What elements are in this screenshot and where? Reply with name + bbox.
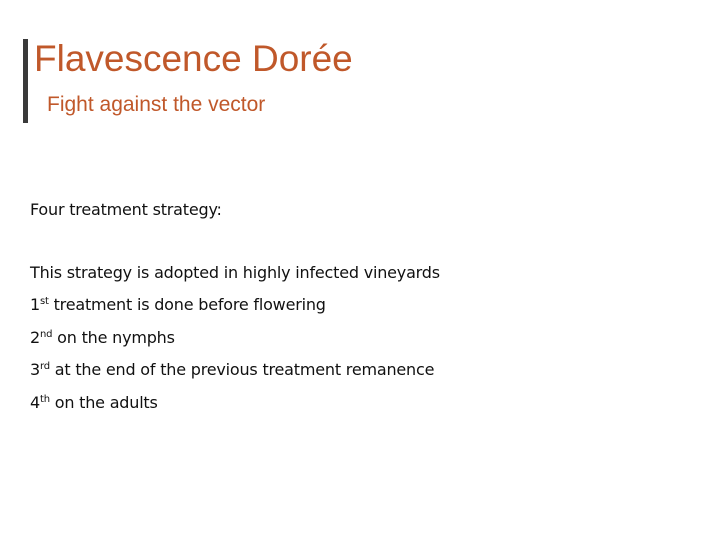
treatment-number: 4 [30,393,40,412]
strategy-note: This strategy is adopted in highly infected vineyards [30,263,440,282]
treatment-text: on the adults [49,393,158,412]
treatment-number: 1 [30,295,40,314]
slide-title: Flavescence Dorée [34,38,353,79]
treatment-item-1 [30,294,326,316]
treatment-text: at the end of the previous treatment remanence [49,360,435,379]
treatment-number: 2 [30,328,40,347]
treatment-item-4 [30,392,158,414]
treatment-ordinal: st [39,296,49,307]
slide-subtitle: Fight against the vector [47,93,266,116]
intro-text: Four treatment strategy: [30,200,222,219]
treatment-item-3 [30,359,434,381]
treatment-text: treatment is done before flowering [48,295,326,314]
treatment-ordinal: th [39,394,50,405]
treatment-item-2 [30,327,175,349]
treatment-ordinal: nd [39,329,53,340]
treatment-number: 3 [30,360,40,379]
treatment-ordinal: rd [39,361,50,372]
title-accent-bar [23,39,28,123]
treatment-text: on the nymphs [52,328,175,347]
